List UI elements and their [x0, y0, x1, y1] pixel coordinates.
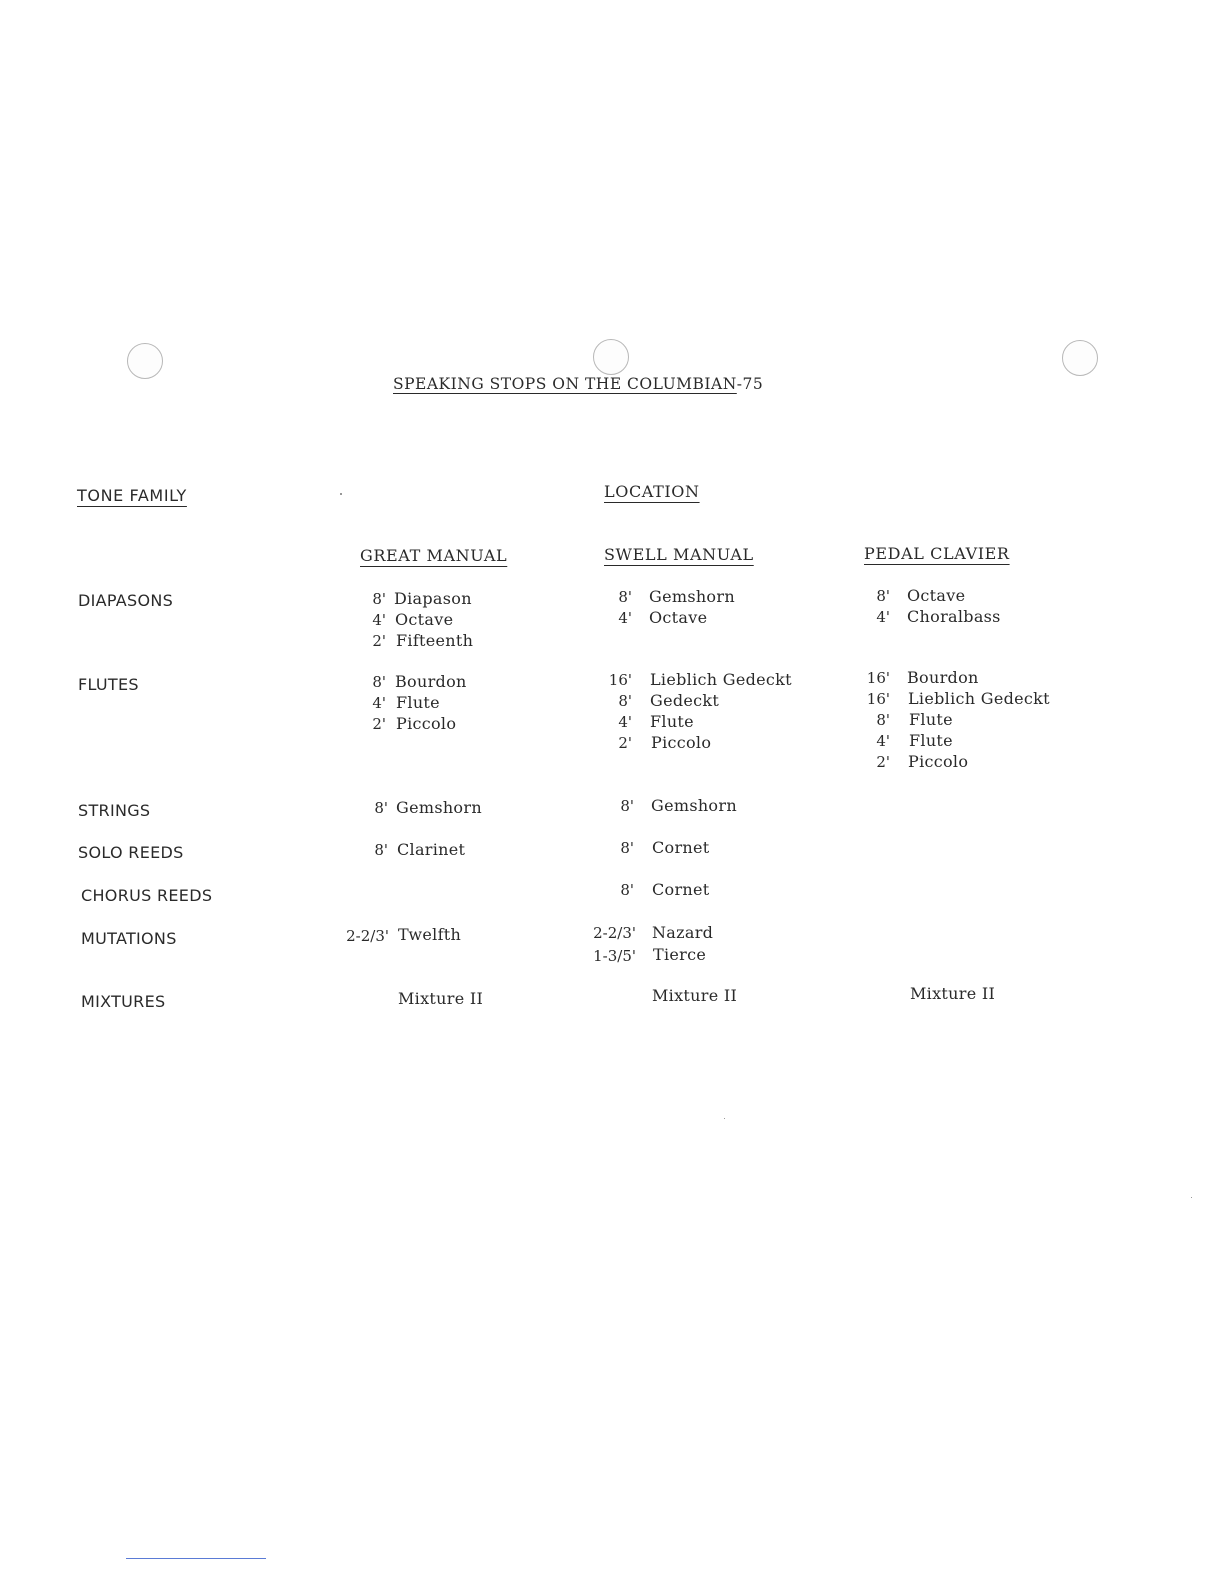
stop-name: Cornet — [652, 838, 710, 857]
stop-name: Flute — [396, 693, 440, 712]
header-swell-manual: SWELL MANUAL — [604, 545, 754, 564]
footer-rule — [126, 1558, 266, 1559]
family-chorus-reeds: CHORUS REEDS — [81, 886, 213, 905]
stop-size: 4' — [372, 611, 386, 629]
page-title — [393, 375, 763, 393]
stop-size: 8' — [374, 799, 388, 817]
stop-name: Gemshorn — [396, 798, 482, 817]
stop-name: Gedeckt — [650, 691, 720, 710]
stop-name: Choralbass — [907, 607, 1001, 626]
swell-mixture: Mixture II — [652, 986, 738, 1005]
punch-hole-right — [1062, 340, 1098, 376]
family-mutations: MUTATIONS — [81, 929, 177, 948]
stop-name: Flute — [909, 710, 953, 729]
stop-name: Twelfth — [398, 925, 462, 944]
stop-size: 2' — [876, 753, 890, 771]
stop-name: Octave — [395, 610, 454, 629]
title-suffix: -75 — [736, 375, 764, 393]
stop-name: Cornet — [652, 880, 710, 899]
stop-name: Piccolo — [396, 714, 457, 733]
stop-name: Piccolo — [908, 752, 969, 771]
stop-size: 16' — [866, 669, 890, 687]
stop-name: Bourdon — [907, 668, 979, 687]
stop-name: Lieblich Gedeckt — [650, 670, 792, 689]
stop-name: Flute — [650, 712, 694, 731]
stop-size: 4' — [618, 609, 632, 627]
stop-size: 8' — [374, 841, 388, 859]
stop-size: 8' — [618, 588, 632, 606]
stop-size: 8' — [876, 711, 890, 729]
scan-speck — [724, 1118, 725, 1119]
stop-size: 4' — [618, 713, 632, 731]
stop-size: 8' — [620, 839, 634, 857]
scan-speck — [1191, 1197, 1192, 1198]
stop-name: Tierce — [653, 945, 707, 964]
stop-size: 4' — [372, 694, 386, 712]
stop-size: 4' — [876, 608, 890, 626]
family-mixtures: MIXTURES — [81, 992, 166, 1011]
title-main: SPEAKING STOPS ON THE COLUMBIAN — [393, 375, 737, 393]
stop-size: 2' — [372, 715, 386, 733]
family-solo-reeds: SOLO REEDS — [78, 843, 184, 862]
stop-size: 8' — [620, 881, 634, 899]
stop-name: Clarinet — [397, 840, 466, 859]
stop-name: Fifteenth — [396, 631, 474, 650]
header-pedal-clavier: PEDAL CLAVIER — [864, 544, 1010, 563]
punch-hole-center — [593, 339, 629, 375]
stop-name: Lieblich Gedeckt — [908, 689, 1050, 708]
stop-name: Gemshorn — [649, 587, 735, 606]
stop-size: 8' — [876, 587, 890, 605]
stop-name: Bourdon — [395, 672, 467, 691]
stop-size: 8' — [620, 797, 634, 815]
header-location: LOCATION — [604, 482, 700, 501]
stop-name: Diapason — [394, 589, 472, 608]
stop-size: 2' — [618, 734, 632, 752]
pedal-mixture: Mixture II — [910, 984, 996, 1003]
stop-size: 1-3/5' — [593, 947, 636, 965]
stop-size: 16' — [608, 671, 632, 689]
stop-size: 8' — [372, 673, 386, 691]
punch-hole-left — [127, 343, 163, 379]
stop-size: 8' — [372, 590, 386, 608]
stop-size: 2-2/3' — [346, 927, 389, 945]
scan-speck — [340, 493, 342, 495]
great-mixture: Mixture II — [398, 989, 484, 1008]
stop-size: 2' — [372, 632, 386, 650]
stop-size: 16' — [866, 690, 890, 708]
header-great-manual: GREAT MANUAL — [360, 546, 508, 565]
stop-name: Nazard — [652, 923, 714, 942]
family-flutes: FLUTES — [78, 675, 139, 694]
stop-size: 8' — [618, 692, 632, 710]
stop-name: Flute — [909, 731, 953, 750]
stop-name: Octave — [907, 586, 966, 605]
family-diapasons: DIAPASONS — [78, 591, 174, 610]
stop-name: Piccolo — [651, 733, 712, 752]
stop-name: Octave — [649, 608, 708, 627]
stop-name: Gemshorn — [651, 796, 737, 815]
family-strings: STRINGS — [78, 801, 151, 820]
header-tone-family: TONE FAMILY — [77, 486, 187, 505]
stop-size: 2-2/3' — [593, 924, 636, 942]
stop-size: 4' — [876, 732, 890, 750]
